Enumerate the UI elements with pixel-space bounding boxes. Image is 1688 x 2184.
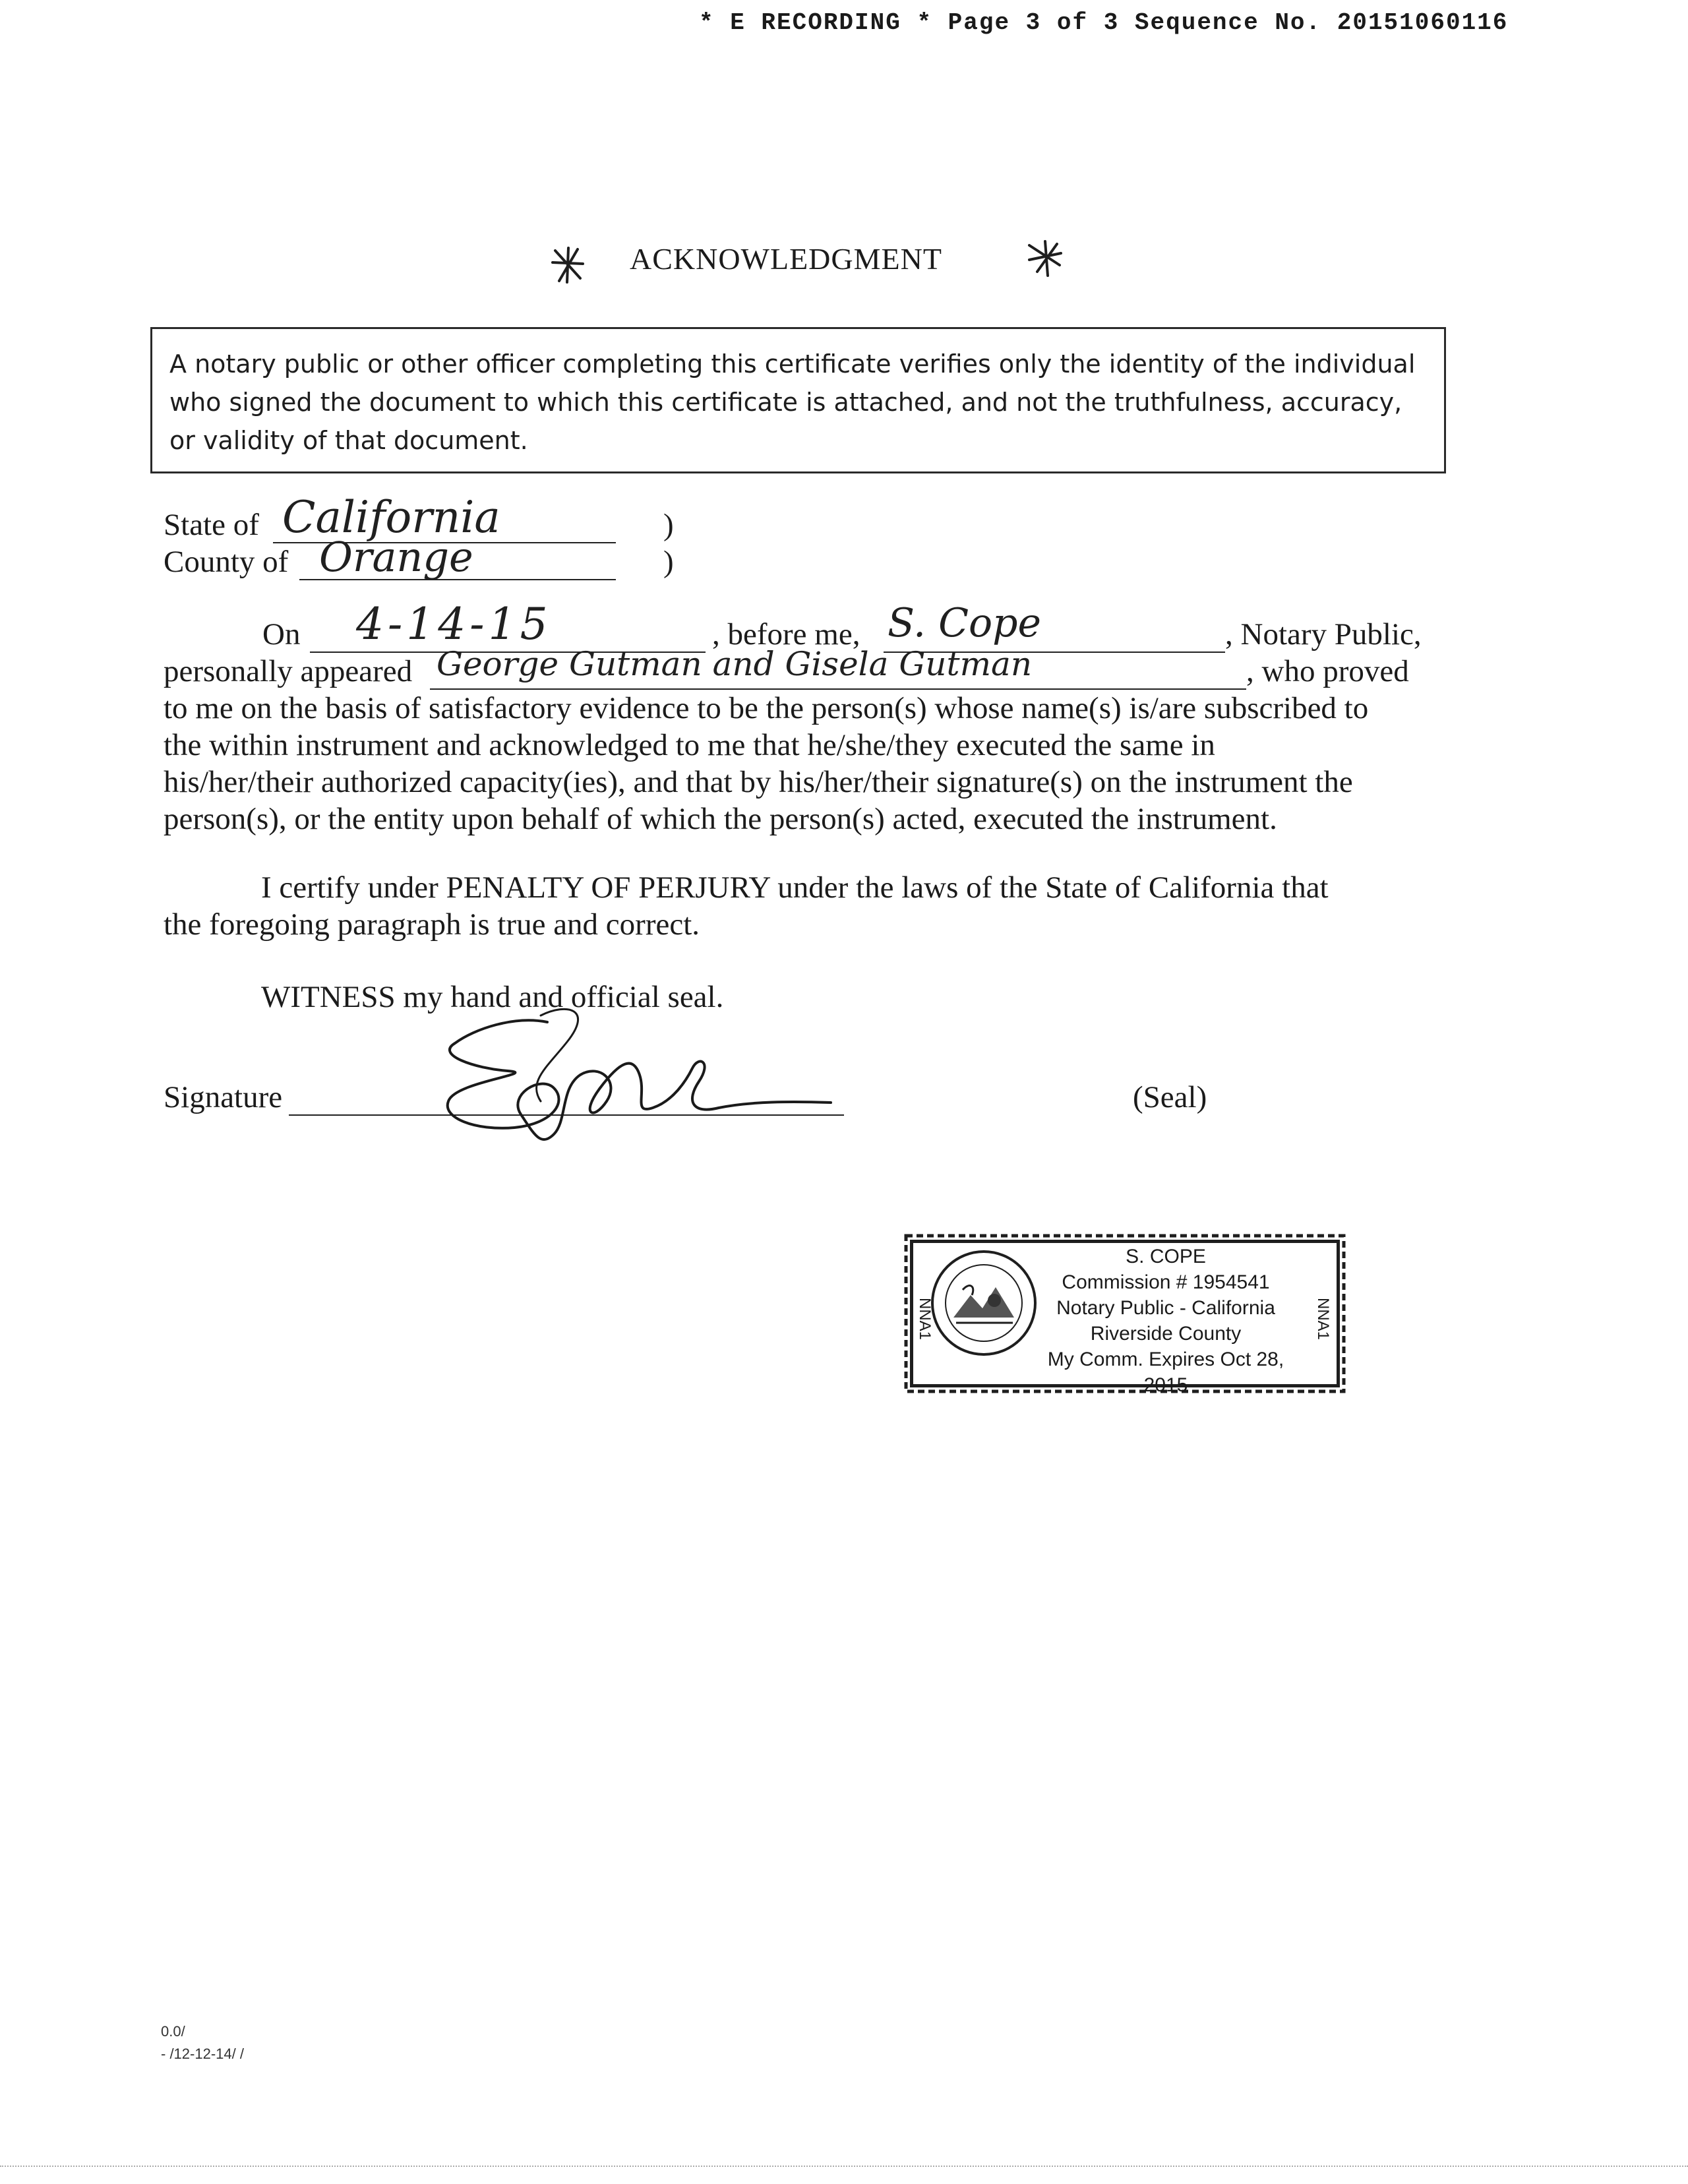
state-value-handwritten: California xyxy=(282,492,500,543)
notary-name-handwritten: S. Cope xyxy=(888,600,1042,646)
handwritten-signature-icon xyxy=(343,1002,844,1154)
perjury-certification xyxy=(164,869,1482,943)
county-label: County of xyxy=(164,545,289,579)
handwritten-asterisk-icon xyxy=(550,245,586,287)
signers-handwritten: George Gutman and Gisela Gutman xyxy=(437,645,1033,683)
california-seal-icon xyxy=(930,1249,1038,1360)
signature-label: Signature xyxy=(164,1080,283,1114)
title-row xyxy=(541,232,1081,285)
seal-label: (Seal) xyxy=(1133,1080,1207,1114)
on-label: On xyxy=(262,617,301,652)
stamp-commission-number: Commission # 1954541 xyxy=(1062,1271,1270,1293)
stamp-notary-name: S. COPE xyxy=(1126,1246,1206,1267)
stamp-county: Riverside County xyxy=(1090,1323,1242,1345)
notice-line: who signed the document to which this certificate is attached, and not the truthfulness, accuracy, xyxy=(169,388,1402,417)
notice-line: A notary public or other officer completing this certificate verifies only the identity of the individual xyxy=(169,349,1416,379)
date-value-handwritten: 4-14-15 xyxy=(356,599,552,650)
notary-public-label: , Notary Public, xyxy=(1225,617,1422,652)
notary-stamp xyxy=(902,1232,1348,1395)
before-me-label: , before me, xyxy=(712,617,860,652)
paragraph-line: his/her/their authorized capacity(ies), and that by his/her/their signature(s) on the instrument the xyxy=(164,765,1353,799)
recording-header: * E RECORDING * Page 3 of 3 Sequence No. 20151060116 xyxy=(699,9,1509,36)
state-label: State of xyxy=(164,508,259,542)
stamp-side-code: NNA1 xyxy=(1314,1297,1333,1341)
certification-line: the foregoing paragraph is true and correct. xyxy=(164,907,700,942)
notary-notice-box xyxy=(150,327,1446,473)
document-title: ACKNOWLEDGMENT xyxy=(630,242,942,276)
witness-statement: WITNESS my hand and official seal. xyxy=(261,980,724,1014)
paragraph-line: the within instrument and acknowledged to me that he/she/they executed the same in xyxy=(164,728,1215,762)
stamp-notary-title: Notary Public - California xyxy=(1056,1297,1275,1319)
footer-code: - /12-12-14/ / xyxy=(161,2046,244,2062)
county-value-handwritten: Orange xyxy=(319,533,473,581)
acknowledgment-paragraph xyxy=(164,690,1482,837)
handwritten-asterisk-icon xyxy=(1025,239,1065,282)
who-proved-label: , who proved xyxy=(1246,654,1409,688)
paragraph-line: person(s), or the entity upon behalf of which the person(s) acted, executed the instrument. xyxy=(164,802,1277,836)
certification-line: I certify under PENALTY OF PERJURY under the laws of the State of California that xyxy=(261,870,1329,905)
personally-appeared-label: personally appeared xyxy=(164,654,413,688)
venue-paren: ) xyxy=(663,508,674,542)
paragraph-line: to me on the basis of satisfactory evidence to be the person(s) whose name(s) is/are subscribed to xyxy=(164,691,1369,725)
scan-edge-line xyxy=(0,2166,1688,2167)
footer-code: 0.0/ xyxy=(161,2023,185,2040)
stamp-side-code: NNA1 xyxy=(916,1297,934,1341)
stamp-text-block xyxy=(1034,1244,1298,1398)
notice-line: or validity of that document. xyxy=(169,426,528,455)
venue-paren: ) xyxy=(663,545,674,579)
stamp-expiration: My Comm. Expires Oct 28, 2015 xyxy=(1047,1349,1284,1396)
